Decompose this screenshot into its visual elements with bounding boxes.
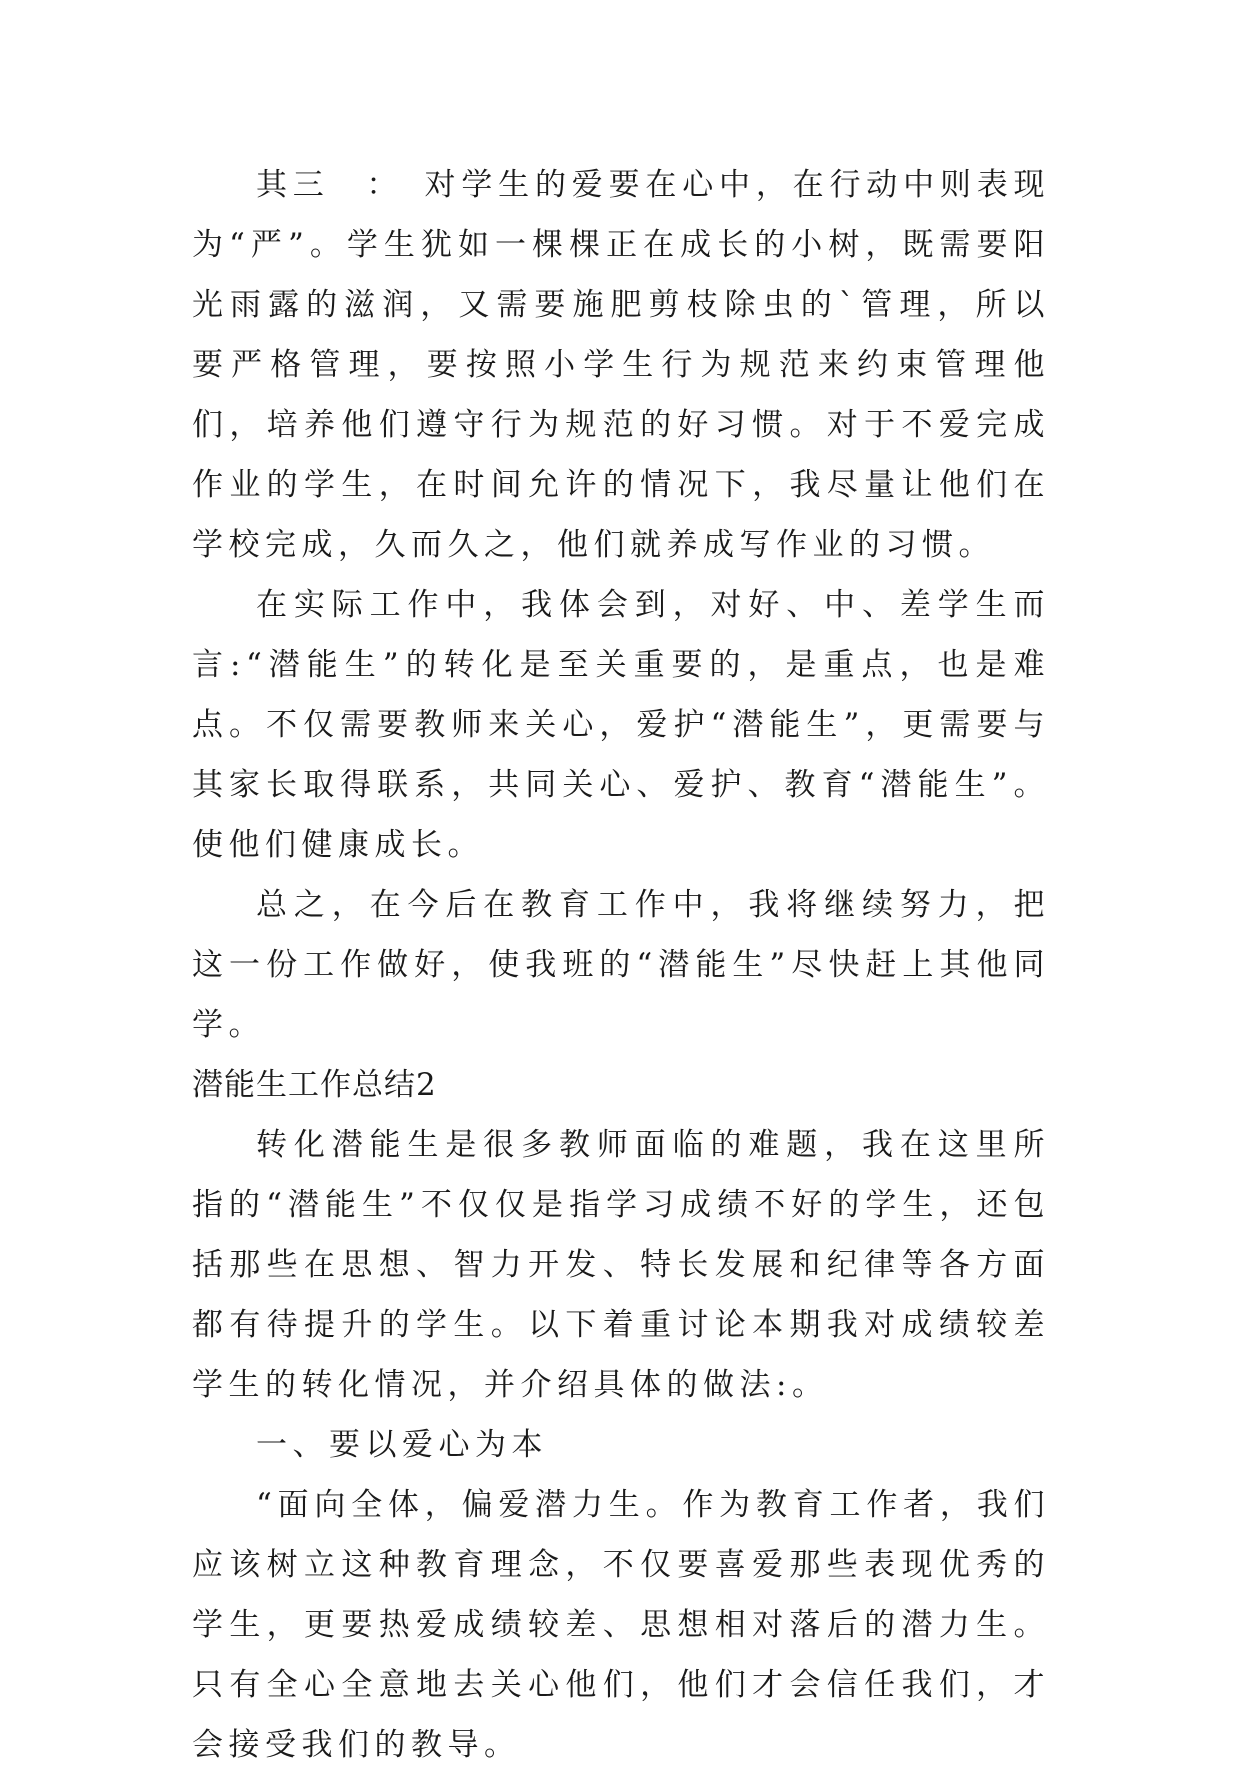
paragraph-transform-intro: 转化潜能生是很多教师面临的难题，我在这里所指的“潜能生”不仅仅是指学习成绩不好的学生，还包括那些在思想、智力开发、特长发展和纪律等各方面都有待提升的学生。以下着重讨论本期我对成绩较差学生的转化情况，并介绍具体的做法:。: [192, 1127, 1050, 1403]
document-body: [192, 155, 1050, 1775]
paragraph-qisan: 其三 ： 对学生的爱要在心中，在行动中则表现为“严”。学生犹如一棵棵正在成长的小树，既需要阳光雨露的滋润，又需要施肥剪枝除虫的`管理，所以要严格管理，要按照小学生行为规范来约束管理他们，培养他们遵守行为规范的好习惯。对于不爱完成作业的学生，在时间允许的情况下，我尽量让他们在学校完成，久而久之，他们就养成写作业的习惯。: [192, 167, 1050, 563]
section-heading: 潜能生工作总结2: [192, 1067, 437, 1103]
paragraph-practical-work: 在实际工作中，我体会到，对好、中、差学生而言:“潜能生”的转化是至关重要的，是重点，也是难点。不仅需要教师来关心，爱护“潜能生”，更需要与其家长取得联系，共同关心、爱护、教育“潜能生”。使他们健康成长。: [192, 587, 1050, 863]
paragraph-love-all: “面向全体，偏爱潜力生。作为教育工作者，我们应该树立这种教育理念，不仅要喜爱那些表现优秀的学生，更要热爱成绩较差、思想相对落后的潜力生。只有全心全意地去关心他们，他们才会信任我们，才会接受我们的教导。: [192, 1487, 1050, 1763]
subheading-love-first: 一、要以爱心为本: [256, 1427, 548, 1463]
paragraph-conclusion: 总之，在今后在教育工作中，我将继续努力，把这一份工作做好，使我班的“潜能生”尽快赶上其他同学。: [192, 887, 1050, 1043]
